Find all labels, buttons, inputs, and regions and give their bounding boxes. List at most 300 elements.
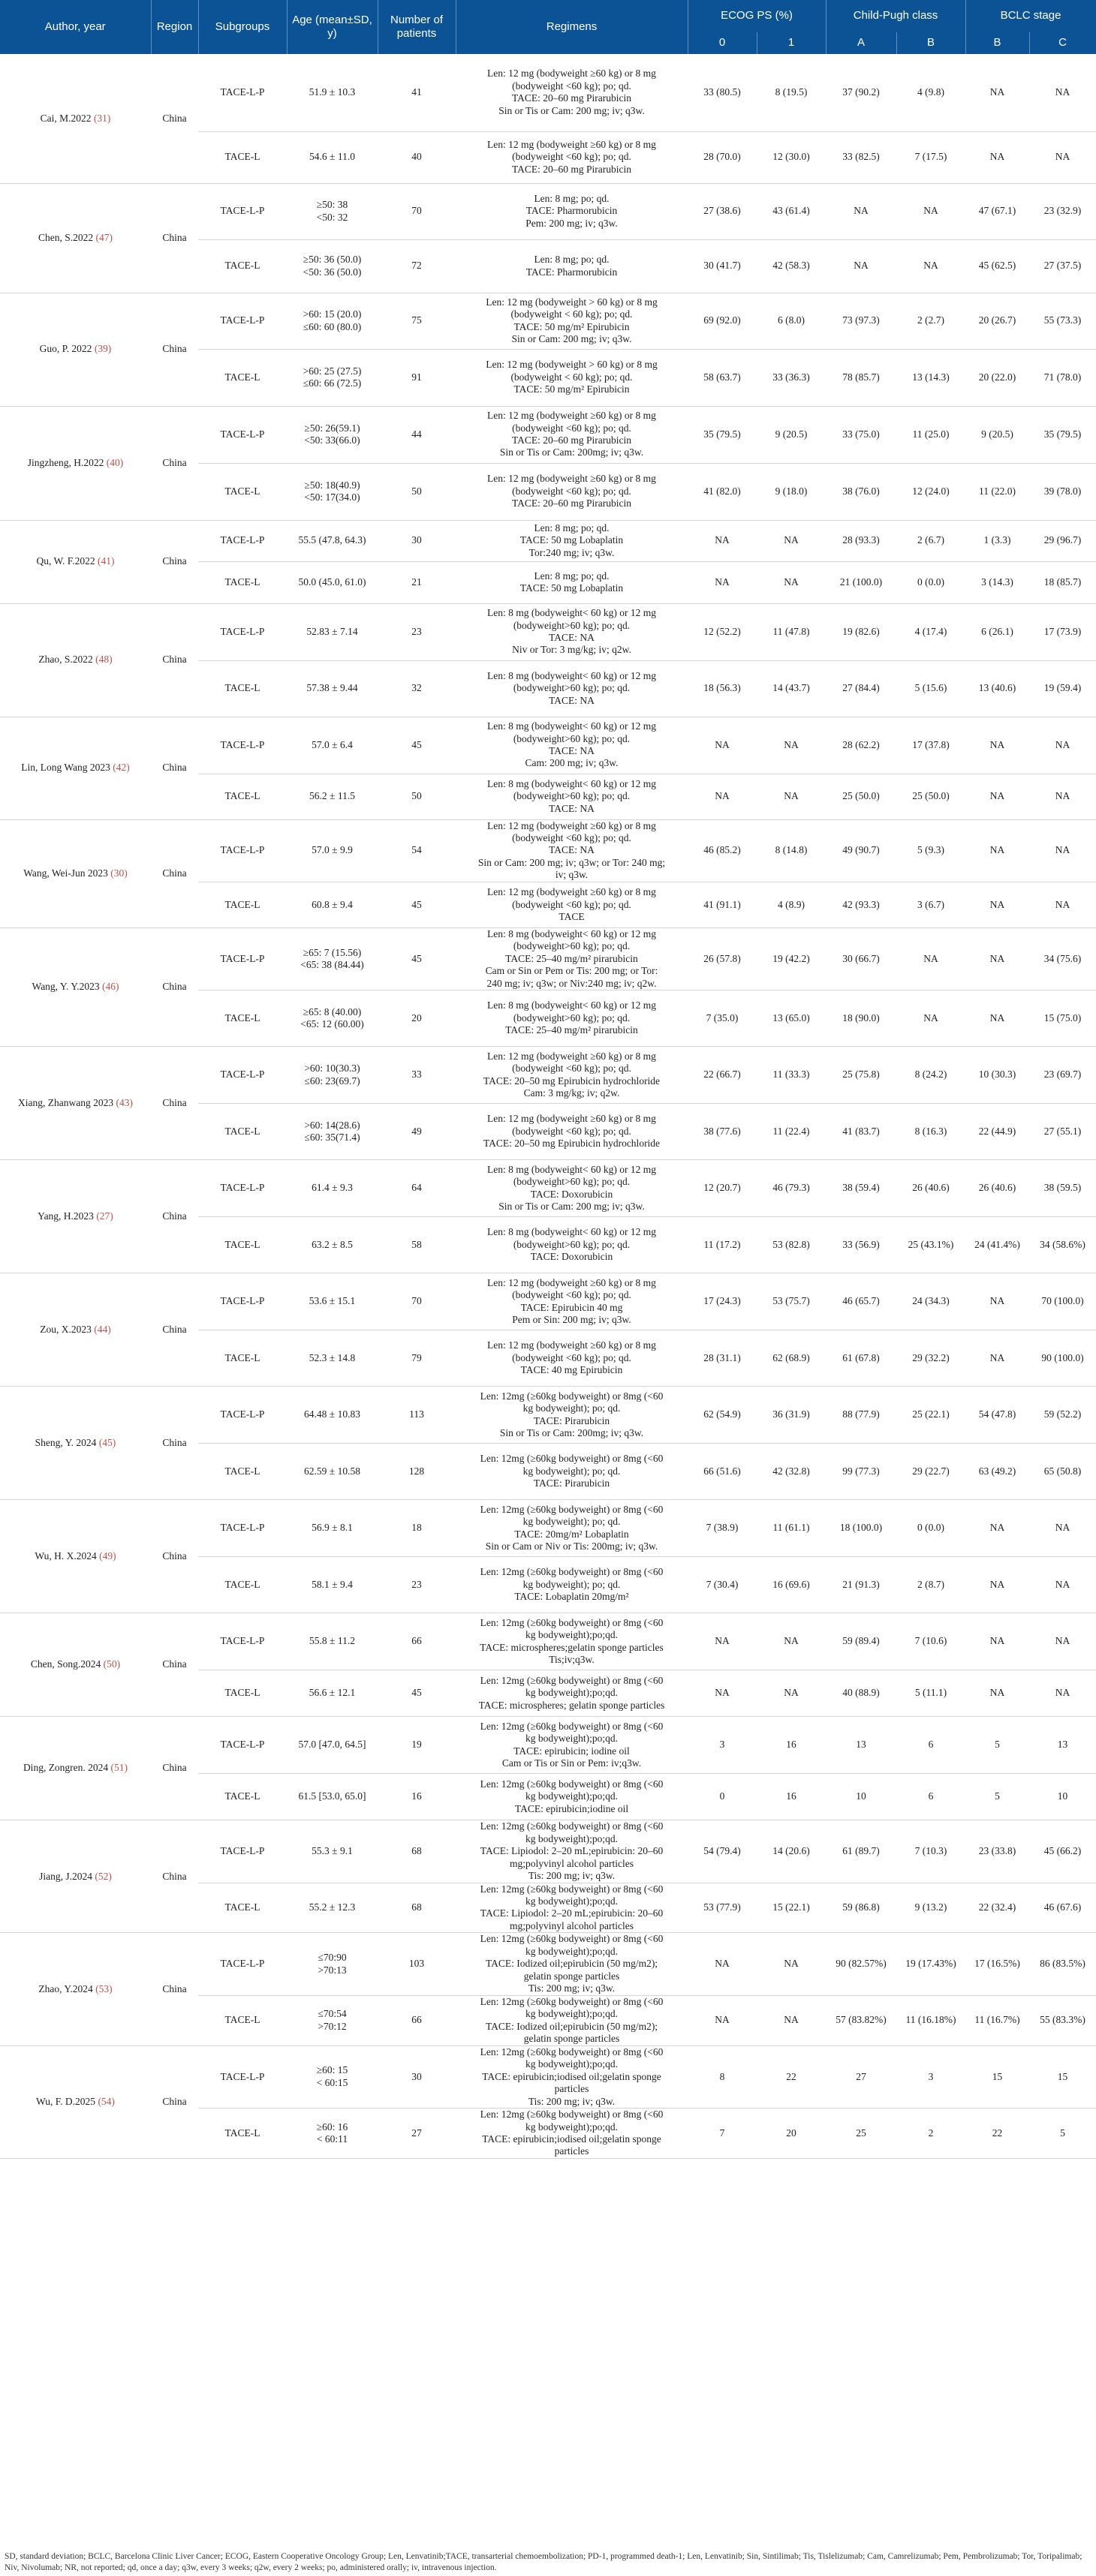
- bclc-c-cell: 39 (78.0): [1029, 463, 1096, 520]
- regimen-line: Len: 12 mg (bodyweight ≥60 kg) or 8 mg: [487, 886, 656, 898]
- region-cell: China: [151, 183, 198, 293]
- regimen-line: Len: 12 mg (bodyweight ≥60 kg) or 8 mg: [487, 138, 656, 150]
- subgroup-cell: TACE-L-P: [198, 1613, 287, 1670]
- bclc-c-cell: NA: [1029, 819, 1096, 882]
- region-cell: China: [151, 717, 198, 819]
- regimen-cell: [456, 1820, 688, 1883]
- regimen-line: TACE: 20–50 mg Epirubicin hydrochloride: [483, 1138, 661, 1150]
- regimen-line: Len: 12mg (≥60kg bodyweight) or 8mg (<60: [480, 1503, 664, 1515]
- bclc-c-cell: 10: [1029, 1774, 1096, 1820]
- patients-cell: 18: [378, 1500, 456, 1557]
- regimen-line: (bodyweight>60 kg); po; qd.: [513, 1238, 631, 1250]
- table-row: [0, 819, 1096, 882]
- patients-cell: 33: [378, 1047, 456, 1104]
- bclc-c-cell: 55 (83.3%): [1029, 1995, 1096, 2045]
- ecog-0-cell: NA: [688, 1670, 757, 1717]
- child-pugh-b-cell: 0 (0.0): [896, 1500, 965, 1557]
- bclc-b-cell: NA: [965, 1557, 1029, 1613]
- patients-cell: 50: [378, 463, 456, 520]
- age-line: 54.6 ± 11.0: [309, 151, 355, 163]
- regimen-cell: [456, 293, 688, 349]
- regimen-line: kg bodyweight);po;qd.: [525, 1945, 618, 1957]
- subgroup-cell: TACE-L: [198, 131, 287, 183]
- regimen-line: (bodyweight>60 kg); po; qd.: [513, 790, 631, 802]
- reference-link[interactable]: (44): [94, 1323, 111, 1335]
- subgroup-cell: TACE-L-P: [198, 1273, 287, 1330]
- regimen-line: Sin or Tis or Cam: 200 mg; iv; q3w.: [498, 104, 645, 116]
- regimen-line: TACE: Iodized oil;epirubicin (50 mg/m2);: [485, 1958, 658, 1970]
- regimen-cell: [456, 1273, 688, 1330]
- regimen-line: Len: 8 mg; po; qd.: [534, 570, 610, 582]
- reference-link[interactable]: (54): [98, 2096, 115, 2108]
- subgroup-cell: TACE-L: [198, 882, 287, 927]
- regimen-line: (bodyweight <60 kg); po; qd.: [512, 151, 631, 163]
- regimen-line: TACE: Lipiodol: 2–20 mL;epirubicin: 20–60: [480, 1907, 664, 1919]
- regimen-line: (bodyweight <60 kg); po; qd.: [512, 1351, 631, 1363]
- patients-cell: 49: [378, 1104, 456, 1160]
- ecog-0-cell: NA: [688, 717, 757, 774]
- author-name: Xiang, Zhanwang 2023: [18, 1096, 114, 1108]
- child-pugh-b-cell: 5 (15.6): [896, 660, 965, 717]
- ecog-1-cell: 11 (22.4): [757, 1104, 826, 1160]
- author-cell: [0, 183, 151, 293]
- ecog-0-cell: 18 (56.3): [688, 660, 757, 717]
- bclc-b-cell: NA: [965, 819, 1029, 882]
- reference-link[interactable]: (31): [93, 112, 111, 124]
- child-pugh-a-cell: 30 (66.7): [826, 927, 896, 990]
- bclc-c-cell: 23 (32.9): [1029, 183, 1096, 239]
- reference-link[interactable]: (46): [101, 981, 119, 993]
- author-cell: [0, 406, 151, 520]
- subgroup-cell: TACE-L: [198, 774, 287, 819]
- patients-cell: 64: [378, 1160, 456, 1217]
- bclc-c-cell: 46 (67.6): [1029, 1883, 1096, 1933]
- ecog-1-cell: 19 (42.2): [757, 927, 826, 990]
- regimen-line: Len: 8 mg; po; qd.: [534, 192, 610, 204]
- bclc-b-cell: NA: [965, 774, 1029, 819]
- subgroup-cell: TACE-L-P: [198, 1500, 287, 1557]
- child-pugh-a-cell: 21 (100.0): [826, 561, 896, 603]
- age-cell: [287, 1104, 378, 1160]
- ecog-0-cell: 69 (92.0): [688, 293, 757, 349]
- age-cell: [287, 1613, 378, 1670]
- bclc-c-cell: 27 (55.1): [1029, 1104, 1096, 1160]
- regimen-line: Len: 12 mg (bodyweight ≥60 kg) or 8 mg: [487, 1113, 656, 1125]
- child-pugh-b-cell: 5 (11.1): [896, 1670, 965, 1717]
- bclc-b-cell: 45 (62.5): [965, 239, 1029, 293]
- subgroup-cell: TACE-L-P: [198, 717, 287, 774]
- regimen-line: TACE: 20–60 mg Pirarubicin: [511, 497, 632, 509]
- child-pugh-b-cell: 3: [896, 2045, 965, 2108]
- patients-cell: 45: [378, 882, 456, 927]
- regimen-line: Len: 12mg (≥60kg bodyweight) or 8mg (<60: [480, 1674, 664, 1686]
- regimen-cell: [456, 1500, 688, 1557]
- age-line: 56.2 ± 11.5: [309, 790, 355, 802]
- child-pugh-a-cell: 25: [826, 2108, 896, 2158]
- child-pugh-b-cell: 5 (9.3): [896, 819, 965, 882]
- age-cell: [287, 1670, 378, 1717]
- regimen-cell: [456, 1160, 688, 1217]
- regimen-line: TACE: Lobaplatin 20mg/m²: [514, 1591, 629, 1603]
- table-footnote: SD, standard deviation; BCLC, Barcelona Clinic Liver Cancer; ECOG, Eastern Cooperative Oncology Group; Len, Lenvatinib;TACE, transarterial chemoembolization; PD-1, programmed death-1; Len, Lenvatinib; Sin, Sintilimab; Tis, Tislelizumab; Cam, Camrelizumab; Pem, Pembrolizumab; Tor, Toripalimab; Niv, Nivolumab; NR, not reported; qd, once a day; q3w, every 3 weeks; q2w, every 2 weeks; po, administered orally; iv, intravenous injection.: [5, 2552, 1082, 2572]
- regimen-cell: [456, 1774, 688, 1820]
- age-cell: [287, 1883, 378, 1933]
- regimen-cell: [456, 1883, 688, 1933]
- region-cell: China: [151, 819, 198, 927]
- regimen-line: TACE: NA: [549, 632, 595, 643]
- child-pugh-a-cell: 13: [826, 1717, 896, 1774]
- header-cp-b: B: [896, 32, 965, 54]
- child-pugh-a-cell: 33 (56.9): [826, 1217, 896, 1273]
- ecog-0-cell: 58 (63.7): [688, 349, 757, 406]
- regimen-cell: [456, 1613, 688, 1670]
- reference-link[interactable]: (30): [110, 867, 128, 879]
- subgroup-cell: TACE-L: [198, 463, 287, 520]
- regimen-cell: [456, 1670, 688, 1717]
- regimen-line: (bodyweight <60 kg); po; qd.: [512, 80, 631, 92]
- child-pugh-b-cell: 2 (2.7): [896, 293, 965, 349]
- regimen-line: Len: 12mg (≥60kg bodyweight) or 8mg (<60: [480, 1616, 664, 1628]
- bclc-b-cell: 22 (32.4): [965, 1883, 1029, 1933]
- regimen-line: TACE: 50 mg/m² Epirubicin: [513, 320, 630, 332]
- child-pugh-b-cell: 26 (40.6): [896, 1160, 965, 1217]
- ecog-1-cell: 11 (47.8): [757, 603, 826, 660]
- patients-cell: 103: [378, 1933, 456, 1995]
- regimen-line: Len: 12mg (≥60kg bodyweight) or 8mg (<60: [480, 1720, 664, 1732]
- regimen-line: Sin or Tis or Cam: 200mg; iv; q3w.: [499, 1427, 644, 1439]
- age-line: 55.5 (47.8, 64.3): [298, 534, 366, 546]
- author-cell: [0, 1613, 151, 1717]
- regimen-line: TACE: NA: [549, 844, 595, 856]
- age-line: ≤60: 60 (80.0): [303, 320, 362, 332]
- ecog-1-cell: NA: [757, 1613, 826, 1670]
- regimen-line: Len: 12 mg (bodyweight ≥60 kg) or 8 mg: [487, 473, 656, 485]
- region-cell: China: [151, 1500, 198, 1613]
- bclc-c-cell: 5: [1029, 2108, 1096, 2158]
- age-cell: [287, 1557, 378, 1613]
- regimen-line: Sin or Tis or Cam: 200 mg; iv; q3w.: [498, 1201, 645, 1213]
- regimen-line: Len: 8 mg (bodyweight< 60 kg) or 12 mg: [486, 669, 657, 681]
- child-pugh-b-cell: 24 (34.3): [896, 1273, 965, 1330]
- regimen-line: TACE: 20–60 mg Pirarubicin: [511, 163, 632, 175]
- bclc-c-cell: 38 (59.5): [1029, 1160, 1096, 1217]
- age-line: 55.2 ± 12.3: [309, 1901, 356, 1913]
- age-cell: [287, 1387, 378, 1444]
- patients-cell: 128: [378, 1444, 456, 1500]
- ecog-0-cell: 7: [688, 2108, 757, 2158]
- child-pugh-a-cell: 59 (89.4): [826, 1613, 896, 1670]
- regimen-cell: [456, 1933, 688, 1995]
- ecog-1-cell: NA: [757, 561, 826, 603]
- child-pugh-b-cell: NA: [896, 239, 965, 293]
- regimen-line: TACE: Pharmorubicin: [525, 266, 618, 278]
- reference-link[interactable]: (48): [95, 654, 113, 666]
- patients-cell: 45: [378, 717, 456, 774]
- subgroup-cell: TACE-L-P: [198, 406, 287, 463]
- age-line: ≥65: 7 (15.56): [303, 946, 362, 958]
- regimen-line: gelatin sponge particles: [523, 1970, 620, 1982]
- age-line: <50: 33(66.0): [304, 434, 360, 446]
- child-pugh-a-cell: NA: [826, 183, 896, 239]
- regimen-line: TACE: epirubicin; iodine oil: [513, 1745, 630, 1757]
- age-cell: [287, 1047, 378, 1104]
- regimen-line: Cam or Tis or Sin or Pem: iv;q3w.: [501, 1757, 642, 1769]
- regimen-line: TACE: Iodized oil;epirubicin (50 mg/m2);: [485, 2020, 658, 2032]
- age-line: 60.8 ± 9.4: [312, 898, 353, 910]
- regimen-line: kg bodyweight);po;qd.: [525, 2008, 618, 2020]
- ecog-1-cell: 12 (30.0): [757, 131, 826, 183]
- child-pugh-b-cell: 4 (17.4): [896, 603, 965, 660]
- bclc-b-cell: 3 (14.3): [965, 561, 1029, 603]
- regimen-line: Sin or Tis or Cam: 200mg; iv; q3w.: [499, 446, 644, 458]
- ecog-0-cell: 28 (70.0): [688, 131, 757, 183]
- patients-cell: 16: [378, 1774, 456, 1820]
- child-pugh-b-cell: NA: [896, 990, 965, 1047]
- subgroup-cell: TACE-L-P: [198, 1160, 287, 1217]
- age-line: >70:12: [318, 2020, 347, 2032]
- ecog-0-cell: 41 (91.1): [688, 882, 757, 927]
- regimen-cell: [456, 603, 688, 660]
- regimen-line: Len: 8 mg (bodyweight< 60 kg) or 12 mg: [486, 1163, 657, 1175]
- bclc-c-cell: NA: [1029, 774, 1096, 819]
- subgroup-cell: TACE-L: [198, 1217, 287, 1273]
- ecog-0-cell: 53 (77.9): [688, 1883, 757, 1933]
- reference-link[interactable]: (42): [113, 762, 130, 774]
- ecog-0-cell: NA: [688, 774, 757, 819]
- subgroup-cell: TACE-L: [198, 660, 287, 717]
- patients-cell: 70: [378, 1273, 456, 1330]
- regimen-line: TACE: Pirarubicin: [533, 1477, 610, 1489]
- child-pugh-b-cell: 12 (24.0): [896, 463, 965, 520]
- reference-link[interactable]: (41): [97, 555, 115, 567]
- age-line: ≥50: 18(40.9): [304, 479, 360, 491]
- regimen-line: TACE: Lipiodol: 2–20 mL;epirubicin: 20–60: [480, 1845, 664, 1857]
- regimen-line: Len: 8 mg (bodyweight< 60 kg) or 12 mg: [486, 720, 657, 732]
- child-pugh-a-cell: 42 (93.3): [826, 882, 896, 927]
- reference-link[interactable]: (52): [95, 1870, 112, 1882]
- age-line: 50.0 (45.0, 61.0): [298, 576, 366, 588]
- author-name: Wang, Y. Y.2023: [32, 981, 100, 993]
- subgroup-cell: TACE-L: [198, 1444, 287, 1500]
- age-line: 51.9 ± 10.3: [309, 86, 356, 98]
- age-cell: [287, 927, 378, 990]
- age-line: 53.6 ± 15.1: [309, 1295, 356, 1307]
- regimen-line: Sin or Cam: 200 mg; iv; q3w; or Tor: 240 mg;: [477, 856, 666, 868]
- age-line: < 60:11: [316, 2133, 348, 2145]
- child-pugh-a-cell: NA: [826, 239, 896, 293]
- child-pugh-a-cell: 41 (83.7): [826, 1104, 896, 1160]
- age-line: ≥65: 8 (40.00): [303, 1005, 362, 1017]
- ecog-1-cell: 16: [757, 1774, 826, 1820]
- child-pugh-a-cell: 27: [826, 2045, 896, 2108]
- author-name: Jingzheng, H.2022: [27, 456, 104, 468]
- regimen-cell: [456, 927, 688, 990]
- regimen-cell: [456, 183, 688, 239]
- reference-link[interactable]: (27): [96, 1210, 113, 1222]
- age-line: 56.9 ± 8.1: [312, 1522, 353, 1534]
- regimen-line: Len: 8 mg (bodyweight< 60 kg) or 12 mg: [486, 999, 657, 1011]
- regimen-line: Sin or Cam or Niv or Tis: 200mg; iv; q3w.: [485, 1540, 658, 1553]
- age-cell: [287, 520, 378, 561]
- bclc-c-cell: NA: [1029, 1557, 1096, 1613]
- reference-link[interactable]: (50): [103, 1658, 121, 1670]
- child-pugh-b-cell: 11 (16.18%): [896, 1995, 965, 2045]
- bclc-b-cell: NA: [965, 927, 1029, 990]
- age-line: 55.8 ± 11.2: [309, 1635, 355, 1647]
- region-cell: China: [151, 1387, 198, 1500]
- bclc-c-cell: 23 (69.7): [1029, 1047, 1096, 1104]
- regimen-line: Len: 12mg (≥60kg bodyweight) or 8mg (<60: [480, 1995, 664, 2007]
- subgroup-cell: TACE-L-P: [198, 819, 287, 882]
- bclc-c-cell: 71 (78.0): [1029, 349, 1096, 406]
- bclc-c-cell: NA: [1029, 54, 1096, 131]
- regimen-line: TACE: Epirubicin 40 mg: [520, 1301, 623, 1313]
- regimen-line: TACE: microspheres; gelatin sponge particles: [478, 1699, 665, 1711]
- ecog-0-cell: 12 (20.7): [688, 1160, 757, 1217]
- reference-link[interactable]: (53): [95, 1982, 113, 1994]
- child-pugh-a-cell: 49 (90.7): [826, 819, 896, 882]
- regimen-cell: [456, 717, 688, 774]
- regimen-line: TACE: microspheres;gelatin sponge particles: [480, 1641, 664, 1653]
- regimen-line: 240 mg; iv; q3w; or Niv:240 mg; iv; q2w.: [486, 977, 657, 989]
- table-row: [0, 2045, 1096, 2108]
- region-cell: China: [151, 1273, 198, 1387]
- regimen-line: Len: 12 mg (bodyweight > 60 kg) or 8 mg: [486, 296, 658, 308]
- regimen-line: kg bodyweight);po;qd.: [525, 2058, 618, 2070]
- regimen-line: kg bodyweight); po; qd.: [522, 1402, 621, 1414]
- age-line: >70:13: [318, 1964, 347, 1976]
- table-row: [0, 927, 1096, 990]
- patients-cell: 45: [378, 1670, 456, 1717]
- bclc-b-cell: 23 (33.8): [965, 1820, 1029, 1883]
- age-line: ≥50: 38: [316, 199, 348, 211]
- ecog-1-cell: 8 (19.5): [757, 54, 826, 131]
- regimen-line: (bodyweight>60 kg); po; qd.: [513, 732, 631, 744]
- bclc-c-cell: 29 (96.7): [1029, 520, 1096, 561]
- ecog-0-cell: 0: [688, 1774, 757, 1820]
- regimen-line: TACE: NA: [549, 694, 595, 706]
- bclc-c-cell: NA: [1029, 1670, 1096, 1717]
- child-pugh-a-cell: 59 (86.8): [826, 1883, 896, 1933]
- regimen-line: kg bodyweight);po;qd.: [525, 1790, 618, 1802]
- age-line: 52.83 ± 7.14: [306, 625, 358, 637]
- regimen-line: Len: 12 mg (bodyweight ≥60 kg) or 8 mg: [487, 1276, 656, 1288]
- bclc-b-cell: 11 (22.0): [965, 463, 1029, 520]
- reference-link[interactable]: (45): [98, 1436, 116, 1448]
- regimen-line: (bodyweight>60 kg); po; qd.: [513, 619, 631, 631]
- child-pugh-b-cell: 4 (9.8): [896, 54, 965, 131]
- regimen-line: TACE: 40 mg Epirubicin: [520, 1364, 623, 1376]
- age-cell: [287, 293, 378, 349]
- regimen-line: Len: 12 mg (bodyweight ≥60 kg) or 8 mg: [487, 410, 656, 422]
- regimen-cell: [456, 882, 688, 927]
- age-line: 61.5 [53.0, 65.0]: [298, 1790, 366, 1802]
- regimen-line: Len: 12mg (≥60kg bodyweight) or 8mg (<60: [480, 2045, 664, 2057]
- age-cell: [287, 561, 378, 603]
- author-name: Yang, H.2023: [38, 1210, 94, 1222]
- age-line: ≤70:54: [318, 2008, 347, 2020]
- regimen-cell: [456, 131, 688, 183]
- regimen-line: Pem: 200 mg; iv; q3w.: [525, 217, 618, 229]
- regimen-line: Cam: 200 mg; iv; q3w.: [525, 757, 619, 769]
- patients-cell: 70: [378, 183, 456, 239]
- bclc-b-cell: NA: [965, 1500, 1029, 1557]
- child-pugh-a-cell: 88 (77.9): [826, 1387, 896, 1444]
- ecog-0-cell: 38 (77.6): [688, 1104, 757, 1160]
- child-pugh-b-cell: 25 (50.0): [896, 774, 965, 819]
- bclc-b-cell: 47 (67.1): [965, 183, 1029, 239]
- child-pugh-b-cell: 29 (22.7): [896, 1444, 965, 1500]
- ecog-1-cell: 22: [757, 2045, 826, 2108]
- header-bclc: BCLC stage: [965, 0, 1096, 32]
- region-cell: China: [151, 603, 198, 717]
- author-name: Zhao, S.2022: [38, 654, 93, 666]
- regimen-line: kg bodyweight);po;qd.: [525, 2121, 618, 2133]
- bclc-c-cell: NA: [1029, 131, 1096, 183]
- header-ecog-1: 1: [757, 32, 826, 54]
- patients-cell: 91: [378, 349, 456, 406]
- author-cell: [0, 1387, 151, 1500]
- ecog-1-cell: 14 (43.7): [757, 660, 826, 717]
- child-pugh-a-cell: 27 (84.4): [826, 660, 896, 717]
- regimen-line: TACE: 20mg/m² Lobaplatin: [514, 1528, 629, 1540]
- header-author: Author, year: [0, 0, 151, 54]
- regimen-line: Len: 12mg (≥60kg bodyweight) or 8mg (<60: [480, 1390, 664, 1402]
- age-cell: [287, 882, 378, 927]
- regimen-cell: [456, 463, 688, 520]
- regimen-cell: [456, 520, 688, 561]
- age-cell: [287, 1774, 378, 1820]
- bclc-c-cell: NA: [1029, 717, 1096, 774]
- region-cell: China: [151, 927, 198, 1046]
- regimen-line: kg bodyweight);po;qd.: [525, 1687, 618, 1699]
- table-row: [0, 1273, 1096, 1330]
- reference-link[interactable]: (47): [95, 231, 113, 243]
- child-pugh-a-cell: 25 (50.0): [826, 774, 896, 819]
- ecog-0-cell: 27 (38.6): [688, 183, 757, 239]
- regimen-line: kg bodyweight); po; qd.: [522, 1578, 621, 1590]
- child-pugh-a-cell: 57 (83.82%): [826, 1995, 896, 2045]
- reference-link[interactable]: (43): [116, 1096, 133, 1108]
- age-line: ≤60: 23(69.7): [304, 1075, 360, 1087]
- author-name: Zou, X.2023: [40, 1323, 92, 1335]
- ecog-0-cell: 35 (79.5): [688, 406, 757, 463]
- ecog-1-cell: NA: [757, 1670, 826, 1717]
- regimen-line: TACE: NA: [549, 745, 595, 756]
- bclc-c-cell: NA: [1029, 1500, 1096, 1557]
- reference-link[interactable]: (40): [106, 456, 124, 468]
- author-name: Cai, M.2022: [40, 112, 92, 124]
- region-cell: China: [151, 1717, 198, 1820]
- patients-cell: 45: [378, 927, 456, 990]
- bclc-b-cell: 6 (26.1): [965, 603, 1029, 660]
- author-cell: [0, 819, 151, 927]
- ecog-1-cell: 8 (14.8): [757, 819, 826, 882]
- reference-link[interactable]: (49): [99, 1550, 116, 1562]
- ecog-1-cell: 46 (79.3): [757, 1160, 826, 1217]
- ecog-1-cell: 9 (18.0): [757, 463, 826, 520]
- reference-link[interactable]: (39): [94, 343, 112, 355]
- ecog-1-cell: 4 (8.9): [757, 882, 826, 927]
- regimen-line: Len: 12mg (≥60kg bodyweight) or 8mg (<60: [480, 1820, 664, 1832]
- ecog-0-cell: NA: [688, 1933, 757, 1995]
- bclc-b-cell: 9 (20.5): [965, 406, 1029, 463]
- table-row: [0, 1500, 1096, 1557]
- patients-cell: 30: [378, 2045, 456, 2108]
- reference-link[interactable]: (51): [110, 1762, 128, 1774]
- child-pugh-b-cell: 3 (6.7): [896, 882, 965, 927]
- regimen-line: TACE: Pirarubicin: [533, 1414, 610, 1426]
